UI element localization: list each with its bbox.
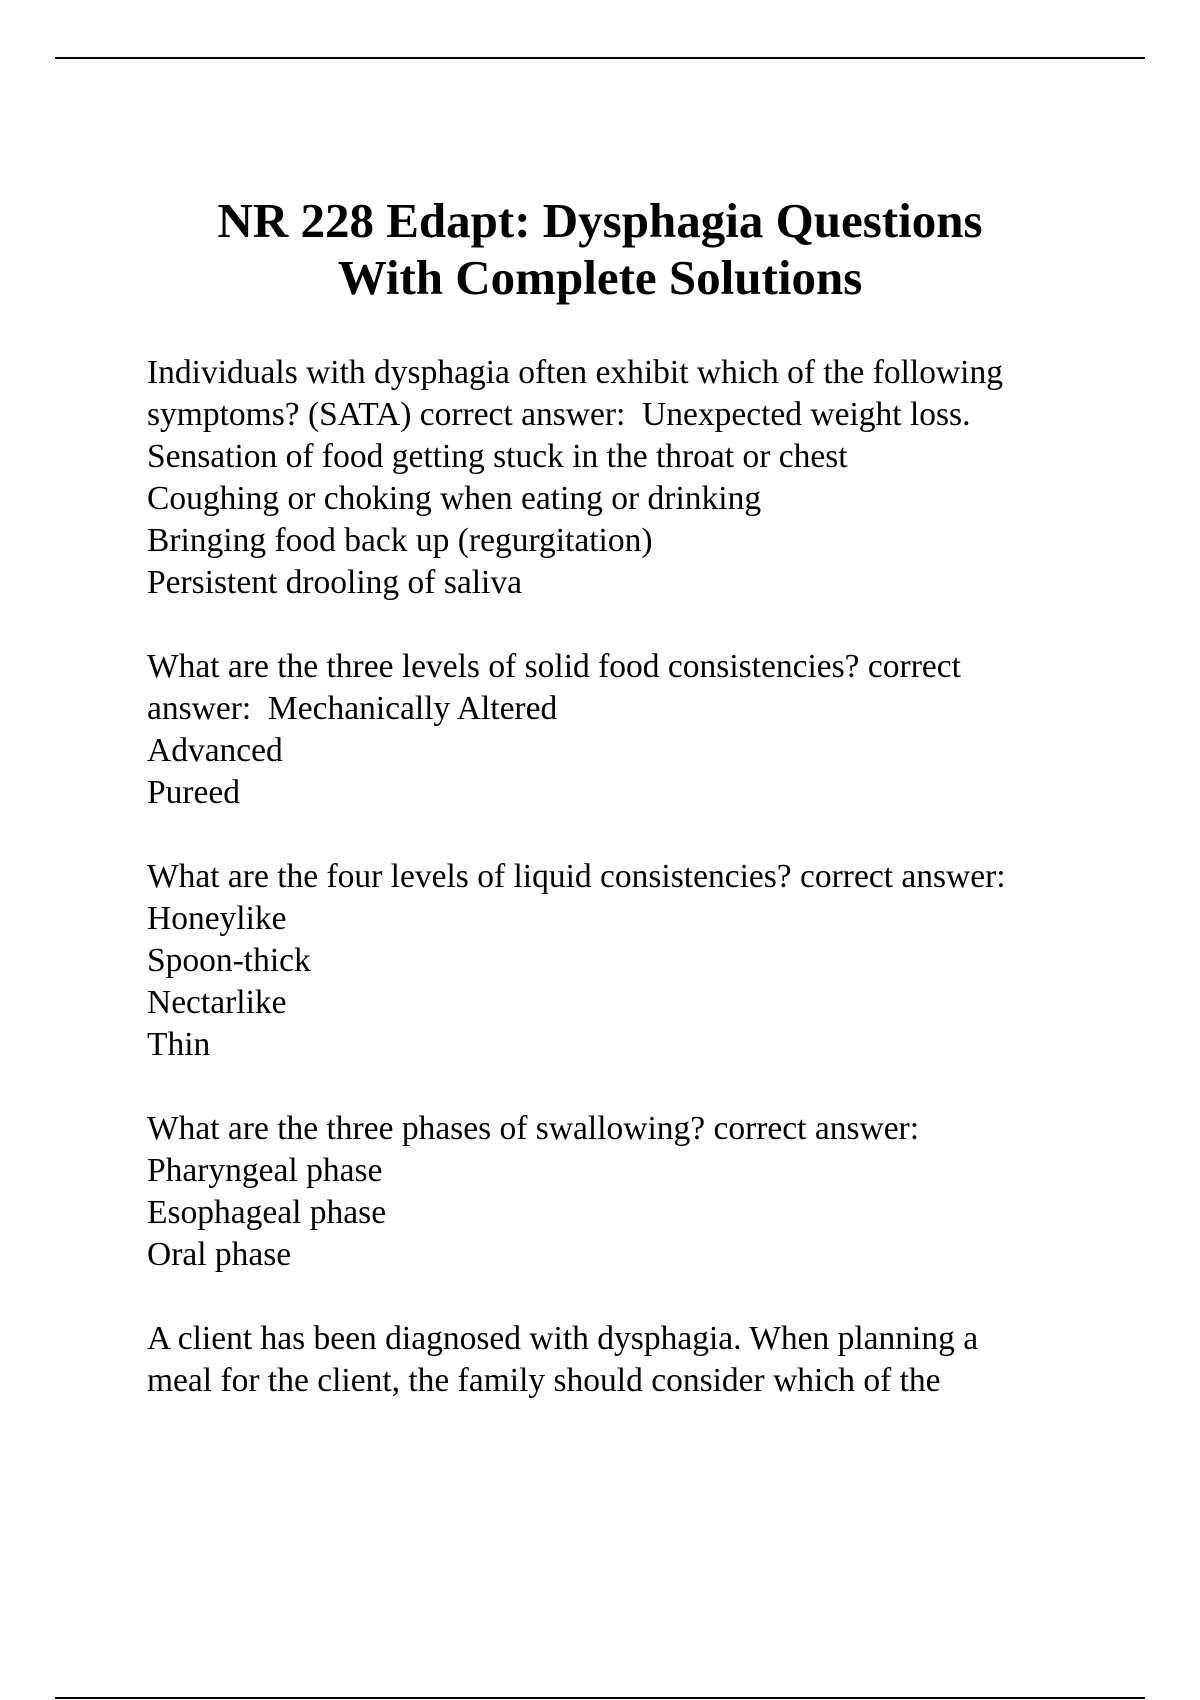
text-line: answer: Mechanically Altered [147, 690, 558, 727]
text-line: Pureed [147, 774, 241, 811]
qa-block-liquid-consistencies [147, 856, 1147, 1066]
text-line: Spoon-thick [147, 942, 311, 979]
qa-block-dysphagia-symptoms [147, 352, 1147, 604]
text-line: A client has been diagnosed with dysphagia. When planning a [147, 1320, 979, 1357]
text-line: Individuals with dysphagia often exhibit which of the following [147, 354, 1003, 391]
text-line: Bringing food back up (regurgitation) [147, 522, 653, 559]
qa-block-meal-planning [147, 1318, 1147, 1402]
text-line: Thin [147, 1026, 211, 1063]
text-line: symptoms? (SATA) correct answer: Unexpected weight loss. [147, 396, 971, 433]
text-line: Esophageal phase [147, 1194, 387, 1231]
text-line: What are the four levels of liquid consistencies? correct answer: [147, 858, 1006, 895]
text-line: Sensation of food getting stuck in the throat or chest [147, 438, 848, 475]
text-line: Persistent drooling of saliva [147, 564, 522, 601]
text-line: Nectarlike [147, 984, 287, 1021]
title-line-1: NR 228 Edapt: Dysphagia Questions [217, 193, 983, 248]
document-body [147, 352, 1147, 1444]
qa-block-swallowing-phases [147, 1108, 1147, 1276]
page-title [0, 192, 1200, 306]
text-line: meal for the client, the family should consider which of the [147, 1362, 941, 1399]
text-line: Pharyngeal phase [147, 1152, 383, 1189]
text-line: Advanced [147, 732, 283, 769]
text-line: Oral phase [147, 1236, 292, 1273]
text-line: Coughing or choking when eating or drinking [147, 480, 762, 517]
header-rule [55, 57, 1145, 59]
text-line: What are the three phases of swallowing? correct answer: [147, 1110, 920, 1147]
footer-rule [55, 1697, 1145, 1699]
title-line-2: With Complete Solutions [337, 250, 863, 305]
qa-block-solid-consistencies [147, 646, 1147, 814]
text-line: Honeylike [147, 900, 287, 937]
text-line: What are the three levels of solid food consistencies? correct [147, 648, 961, 685]
